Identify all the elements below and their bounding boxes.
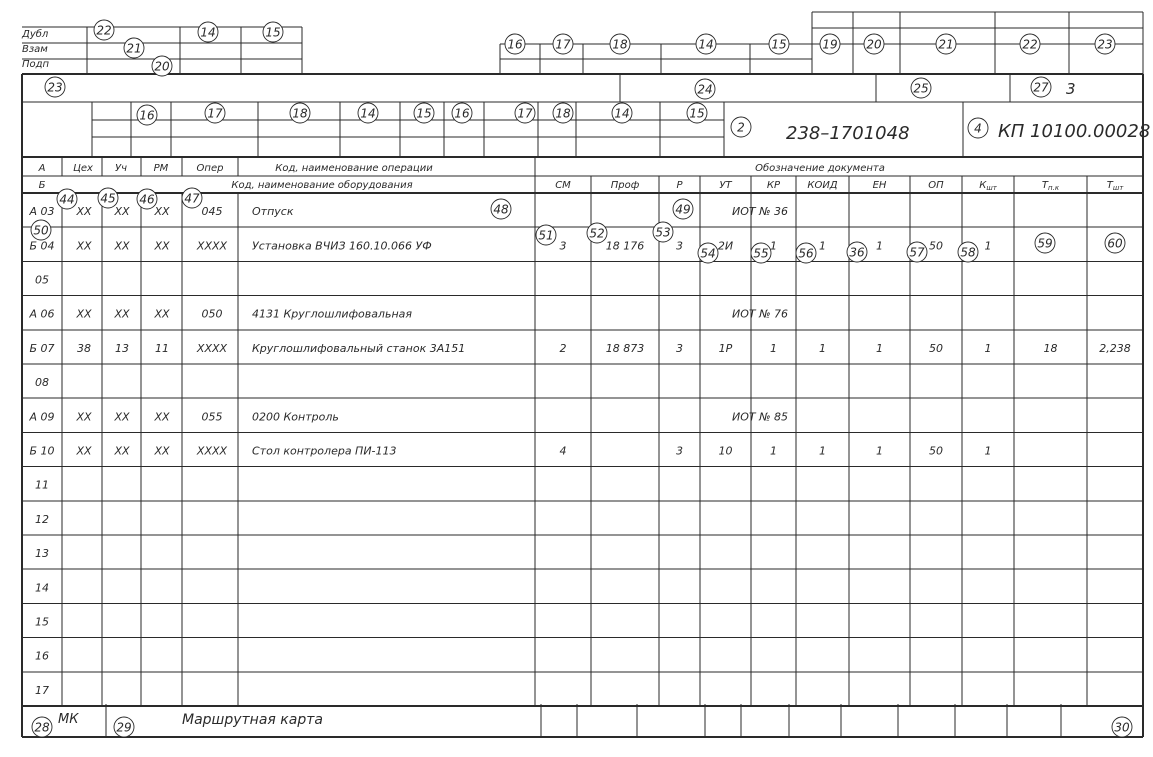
cell-param: 1: [876, 239, 883, 253]
callout-number: 60: [1107, 236, 1123, 251]
cell-section: 13: [115, 341, 129, 355]
table-row: [35, 513, 49, 526]
callout-number: 56: [798, 246, 814, 261]
cell-param: 1: [770, 444, 777, 458]
operation-rows: [28, 202, 1131, 697]
cell-shop: ХХ: [76, 410, 92, 424]
cell-section: ХХ: [114, 239, 130, 253]
cell-param: 1: [876, 444, 883, 458]
param-header: $Т_{шт}$: [1106, 180, 1124, 192]
callout-number: 17: [555, 37, 571, 52]
callout-number: 23: [1097, 37, 1113, 52]
callout-number: 23: [47, 80, 63, 95]
callout-number: 49: [675, 202, 691, 217]
row-number: А 06: [29, 307, 55, 321]
cell-param: 4: [559, 444, 567, 458]
callout-number: 51: [538, 228, 554, 243]
callout-number: 36: [849, 245, 865, 260]
table-row: [29, 445, 991, 458]
cell-name: Круглошлифовальный станок 3А151: [252, 341, 466, 355]
cell-param: 1: [770, 239, 777, 253]
callout-number: 15: [416, 106, 432, 121]
cell-shop: ХХ: [76, 205, 92, 219]
callout-number: 53: [655, 225, 671, 240]
cell-name: Отпуск: [252, 205, 294, 219]
stamp-label-podp: Подп: [22, 59, 50, 70]
callout-number: 22: [96, 23, 112, 38]
cell-shop: ХХ: [76, 444, 92, 458]
cell-param: 2,238: [1099, 341, 1131, 355]
cell-param: 2И: [717, 239, 734, 253]
table-row: [28, 410, 788, 423]
cell-param: 3: [559, 239, 567, 253]
callout-number: 44: [59, 192, 75, 207]
callout-number: 50: [33, 223, 49, 238]
callout-number: 20: [866, 37, 882, 52]
cell-section: ХХ: [114, 410, 130, 424]
callout-number: 52: [589, 226, 605, 241]
form-title: Маршрутная карта: [182, 712, 323, 728]
cell-operation: ХХХХ: [196, 239, 228, 253]
cell-doc: ИОТ № 36: [731, 205, 789, 219]
callout-number: 14: [200, 25, 216, 40]
form-type: МК: [58, 712, 79, 727]
cell-operation: 055: [201, 410, 223, 424]
callout-number: 20: [154, 59, 170, 74]
cell-param: 1: [876, 341, 883, 355]
table-row: [35, 274, 49, 287]
callout-number: 17: [517, 106, 533, 121]
cell-param: 1: [770, 341, 777, 355]
cell-workplace: ХХ: [154, 410, 170, 424]
cell-param: 3: [676, 444, 683, 458]
table-row: [29, 342, 1130, 355]
cell-param: 1: [984, 239, 992, 253]
cell-workplace: ХХ: [154, 205, 170, 219]
header-b-letter: Б: [38, 180, 46, 191]
callout-number: 18: [555, 106, 571, 121]
cell-section: ХХ: [114, 307, 130, 321]
header-shop: Цех: [73, 163, 93, 174]
cell-workplace: ХХ: [154, 444, 170, 458]
cell-operation: ХХХХ: [196, 444, 228, 458]
row-number: Б 07: [29, 341, 55, 355]
callout-number: 29: [116, 720, 132, 735]
row-number: 13: [35, 547, 49, 561]
callout-number: 24: [697, 82, 713, 97]
table-row: [35, 547, 49, 560]
callout-number: 14: [698, 37, 714, 52]
header-doc-designation: Обозначение документа: [755, 163, 885, 174]
row-number: А 09: [29, 410, 55, 424]
param-header: УТ: [719, 180, 732, 191]
cell-param: 18 873: [605, 341, 645, 355]
param-header: ОП: [928, 180, 944, 191]
cell-param: 18: [1043, 341, 1058, 355]
row-number: 05: [35, 273, 49, 287]
cell-workplace: ХХ: [154, 239, 170, 253]
callout-number: 30: [1114, 720, 1130, 735]
cell-operation: ХХХХ: [196, 341, 228, 355]
table-row: [35, 376, 49, 389]
callout-number: 58: [960, 245, 976, 260]
callout-number: 15: [771, 37, 787, 52]
cell-param: 2: [559, 341, 567, 355]
header-section: Уч: [114, 163, 128, 174]
row-number: 11: [35, 478, 49, 492]
callout-number: 19: [822, 37, 838, 52]
param-headers: [555, 180, 1124, 192]
cell-param: 3: [676, 341, 683, 355]
cell-param: 1: [819, 239, 826, 253]
header-workplace: РМ: [153, 163, 169, 174]
row-number: 08: [35, 376, 49, 390]
row-number: 17: [35, 683, 49, 697]
cell-shop: ХХ: [76, 307, 92, 321]
cell-param: 18 176: [605, 239, 645, 253]
cell-workplace: 11: [155, 341, 169, 355]
cell-shop: 38: [77, 341, 91, 355]
callout-number: 4: [974, 121, 982, 136]
callout-number: 16: [507, 37, 523, 52]
callout-number: 46: [139, 192, 155, 207]
cell-param: 3: [676, 239, 683, 253]
callout-number: 16: [454, 106, 470, 121]
param-header: СМ: [555, 180, 571, 191]
cell-doc: ИОТ № 76: [731, 307, 789, 321]
callout-number: 15: [265, 25, 281, 40]
param-header: Проф: [610, 180, 640, 191]
cell-param: 50: [929, 341, 943, 355]
callout-markers: [31, 20, 1132, 737]
callout-number: 15: [689, 106, 705, 121]
callout-number: 25: [913, 81, 929, 96]
cell-section: ХХ: [114, 205, 130, 219]
cell-param: 1: [819, 341, 826, 355]
cell-shop: ХХ: [76, 239, 92, 253]
cell-name: 4131 Круглошлифовальная: [252, 307, 412, 321]
callout-number: 59: [1037, 236, 1053, 251]
callout-number: 21: [938, 37, 954, 52]
cell-name: 0200 Контроль: [252, 410, 339, 424]
stamp-label-dubl: Дубл: [22, 29, 49, 40]
callout-number: 45: [100, 191, 116, 206]
callout-number: 28: [34, 720, 50, 735]
header-a-letter: А: [38, 163, 46, 174]
cell-param: 50: [929, 239, 943, 253]
header-equipment-name: Код, наименование оборудования: [231, 180, 413, 191]
header-operation: Опер: [196, 163, 224, 174]
param-header: ЕН: [872, 180, 887, 191]
cell-name: Установка ВЧИЗ 160.10.066 УФ: [252, 239, 432, 253]
callout-number: 27: [1033, 80, 1049, 95]
callout-number: 2: [737, 120, 745, 135]
callout-number: 18: [292, 106, 308, 121]
row-number: 12: [35, 512, 49, 526]
table-row: [35, 616, 49, 629]
cell-operation: 045: [201, 205, 223, 219]
cell-param: 1: [819, 444, 826, 458]
cell-param: 1: [984, 341, 992, 355]
param-header: $К_{шт}$: [979, 180, 997, 192]
cell-param: 10: [718, 444, 733, 458]
callout-number: 21: [126, 41, 142, 56]
row-number: Б 04: [29, 239, 55, 253]
table-row: [35, 581, 49, 594]
cell-workplace: ХХ: [154, 307, 170, 321]
callout-number: 57: [909, 245, 925, 260]
stamp-label-vzam: Взам: [22, 44, 48, 55]
cell-name: Стол контролера ПИ-113: [252, 444, 397, 458]
callout-number: 17: [207, 106, 223, 121]
callout-number: 14: [360, 106, 376, 121]
callout-number: 47: [184, 191, 200, 206]
param-header: КР: [766, 180, 781, 191]
callout-number: 16: [139, 108, 155, 123]
header-operation-name: Код, наименование операции: [275, 163, 433, 174]
cell-section: ХХ: [114, 444, 130, 458]
cell-doc: ИОТ № 85: [731, 410, 789, 424]
callout-number: 14: [614, 106, 630, 121]
table-row: [28, 308, 788, 321]
table-row: [35, 479, 49, 492]
cell-param: 1: [984, 444, 992, 458]
table-row: [35, 650, 49, 663]
row-number: А 03: [29, 205, 55, 219]
row-number: 16: [35, 649, 49, 663]
row-number: Б 10: [29, 444, 55, 458]
callout-number: 18: [612, 37, 628, 52]
cell-operation: 050: [201, 307, 223, 321]
table-row: [35, 684, 49, 697]
param-header: $Т_{п.к}$: [1041, 180, 1060, 192]
callout-number: 22: [1022, 37, 1038, 52]
document-number: 238–1701048: [786, 123, 910, 144]
callout-number: 54: [700, 246, 716, 261]
param-header: КОИД: [807, 180, 838, 191]
callout-number: 55: [753, 246, 769, 261]
row-number: 15: [35, 615, 49, 629]
callout-number: 48: [493, 202, 509, 217]
cell-param: 50: [929, 444, 943, 458]
row-number: 14: [35, 581, 49, 595]
sheet-number: 3: [1066, 80, 1076, 98]
param-header: Р: [676, 180, 683, 191]
cell-param: 1Р: [718, 341, 733, 355]
document-designation: КП 10100.00028: [998, 121, 1151, 142]
